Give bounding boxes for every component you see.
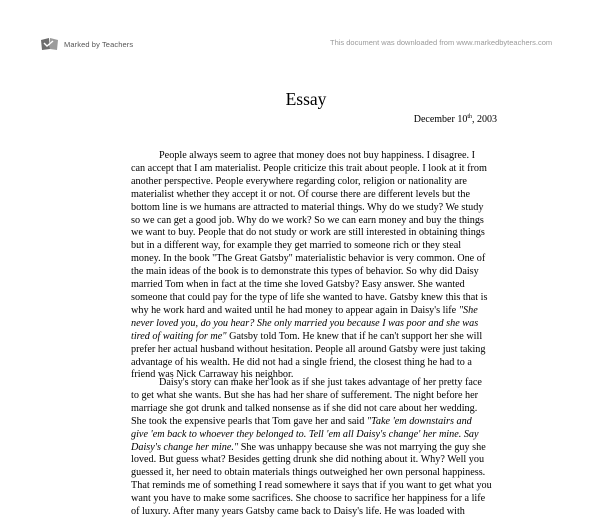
brand-logo[interactable] [40, 36, 133, 52]
quote-line: never loved you, do you hear? She only married you because I was poor and she was [131, 317, 479, 329]
text-segment: She was unhappy because she was not marrying the guy she [238, 441, 486, 453]
text-line: advantage of his wealth. He did not had a single friend, the closest thing he had to a [131, 356, 472, 368]
text-line: friend was Nick Carraway his neighbor. [131, 369, 294, 381]
download-notice[interactable]: This document was downloaded from www.markedbyteachers.com [330, 38, 553, 47]
text-segment: She took the expensive pearls that Tom gave her and said [131, 415, 367, 427]
quote-line: give 'em back to whoever they belonged to. Tell 'em all Daisy's change' her mine. Say [131, 428, 479, 440]
text-line: People always seem to agree that money does not buy happiness. I disagree. I [159, 150, 476, 161]
quote-start: "Take 'em downstairs and [366, 415, 472, 427]
essay-date [414, 114, 497, 126]
text-line: money. In the book "The Great Gatsby" materialistic behavior is very common. One of [131, 253, 486, 265]
quote-end: tired of waiting for me" [131, 330, 227, 342]
text-line: Daisy's story can make her look as if she just takes advantage of her pretty face [159, 377, 482, 388]
essay-paragraph-1 [131, 150, 489, 382]
text-line [131, 331, 489, 344]
date-prefix: December 10 [413, 114, 468, 125]
text-line: to get what she wants. But she has had her share of sufferement. The night before her [131, 389, 479, 401]
text-line: prefer her actual husband without hesitation. People all around Gatsby were just taking [131, 343, 486, 355]
page-title: Essay [285, 89, 327, 109]
header-bar [0, 0, 612, 62]
text-line: loved. But guess what? Besides getting drunk she did nothing about it. Why? Well you [131, 454, 485, 466]
text-segment: why he work hard and waited until he had money to appear again in Daisy's life [131, 304, 459, 316]
text-line [131, 416, 489, 429]
marked-by-teachers-icon [40, 37, 60, 51]
quote-end: Daisy's change her mine." [131, 441, 239, 453]
text-line [131, 305, 489, 318]
text-segment: Gatsby told Tom. He knew that if he can't support her she will [226, 330, 483, 342]
text-line: we want to buy. People that do not study or work are still interested in obtaining things [131, 227, 485, 239]
text-line: marriage she got drunk and talked nonsense as if she did not care about her wedding. [131, 402, 478, 414]
text-line: but in a different way, for example they get married to someone rich or they steal [131, 240, 462, 252]
text-line: guessed it, her need to obtain materials things outweighed her own personal happiness. [131, 467, 486, 479]
text-line: married Tom when in fact at the time she loved Gatsby? Easy answer. She wanted [131, 279, 465, 291]
essay-paragraph-2 [131, 377, 492, 519]
text-line: can accept that I am materialist. People criticize this trait about people. I look at it from [131, 162, 487, 174]
text-line: of luxury. After many years Gatsby came back to Daisy's life. He was loaded with [131, 506, 465, 518]
text-line: bottom line is we humans are attracted to material things. Why do we study? We study [131, 201, 484, 213]
date-ordinal: th [467, 114, 472, 120]
quote-start: "She [458, 304, 478, 316]
text-line: another perspective. People everywhere regarding color, religion or nationality are [131, 175, 467, 187]
text-line: want you have to make some sacrifices. She choose to sacrifice her happiness for a life [131, 493, 486, 505]
text-line: someone that could pay for the type of life she wanted to have. Gatsby knew this that is [131, 291, 488, 303]
text-line: That reminds me of something I read somewhere it says that if you want to get what you [131, 480, 492, 492]
text-line: so we can get a good job. Why do we work? So we can earn money and buy the things [131, 214, 484, 226]
text-line: materialist whether they accept it or not. Of course there are different levels but the [131, 188, 470, 200]
text-line [131, 442, 489, 455]
date-suffix: , 2003 [472, 114, 497, 125]
brand-name: Marked by Teachers [64, 39, 134, 49]
text-line: the main ideas of the book is to demonstrate this types of behavior. So why did Daisy [131, 266, 479, 278]
